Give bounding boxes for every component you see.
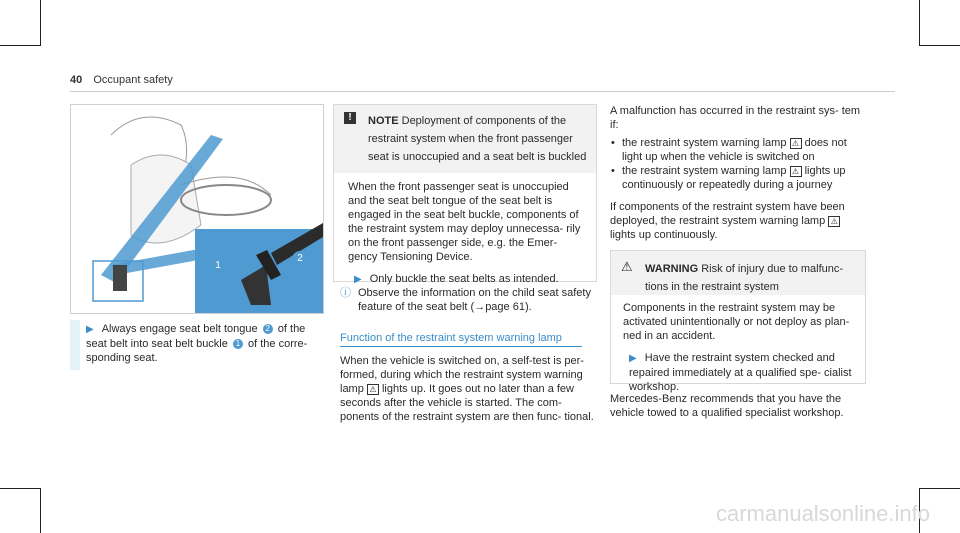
warning-head-text: Risk of injury due to malfunc‐ tions in the restraint system — [645, 263, 844, 293]
note-label: NOTE — [368, 115, 399, 127]
note-body — [334, 173, 596, 287]
page-number: 40 — [70, 74, 83, 86]
seat-belt-instruction: ▶ Always engage seat belt tongue 2 of the seat belt into seat belt buckle 1 of the corre‐ sponding seat. — [86, 323, 308, 364]
list-item: • the restraint system warning lamp ⚠ does not light up when the vehicle is switched on — [610, 136, 865, 164]
seat-belt-illustration — [70, 104, 324, 314]
restraint-warning-lamp-icon: ⚠ — [828, 216, 840, 227]
crop-mark — [40, 0, 41, 46]
page-title: Occupant safety — [93, 74, 173, 86]
callout-1: 1 — [210, 258, 226, 274]
restraint-warning-lamp-icon: ⚠ — [790, 166, 802, 177]
warning-action: ▶ Have the restraint system checked and repaired immediately at a qualified spe‐ cialist workshop. — [629, 352, 852, 393]
crop-mark — [919, 0, 920, 46]
crop-mark — [920, 488, 960, 489]
restraint-warning-lamp-icon: ⚠ — [790, 138, 802, 149]
warning-label: WARNING — [645, 263, 699, 275]
note-body-text: When the front passenger seat is unoccupied and the seat belt tongue of the seat belt is engaged in the seat belt buckle, components of the restraint system may deploy unnecessa‐ rily on the front passenger side, e.g. the Emer‐ gency Tensioning Device. — [348, 181, 581, 263]
crop-mark — [0, 45, 40, 46]
restraint-warning-lamp-icon: ⚠ — [367, 384, 379, 395]
note-header — [334, 105, 596, 173]
crop-mark — [40, 488, 41, 533]
list-item: • the restraint system warning lamp ⚠ lights up continuously or repeatedly during a journey — [610, 164, 865, 192]
page-ref-arrow-icon: → — [474, 301, 486, 313]
info-note: ⓘ Observe the information on the child seat safety feature of the seat belt (→page 61). — [340, 287, 591, 313]
deployed-text: If components of the restraint system have been deployed, the restraint system warning lamp ⚠ lights up continuously. — [610, 201, 845, 241]
page-reference-link[interactable]: page 61 — [485, 301, 525, 313]
section-body: When the vehicle is switched on, a self-test is per‐ formed, during which the restraint system warning lamp ⚠ lights up. It goes out no later than a few seconds after the vehicle is started. The com‐ ponents of the restraint system are then func‐ tional. — [340, 355, 594, 423]
warning-box — [610, 250, 866, 393]
section-title: Function of the restraint system warning lamp — [340, 332, 582, 347]
warning-header — [611, 251, 865, 295]
page-header — [70, 74, 173, 86]
action-arrow-icon: ▶ — [354, 274, 362, 285]
action-arrow-icon: ▶ — [86, 324, 94, 335]
crop-mark — [920, 45, 960, 46]
callout-ref-2: 2 — [263, 324, 273, 334]
instruction-bar — [70, 320, 80, 370]
right-column — [610, 104, 865, 242]
callout-2: 2 — [292, 251, 308, 267]
recommendation-text: Mercedes-Benz recommends that you have the vehicle towed to a qualified specialist workshop. — [610, 393, 844, 419]
note-action: ▶ Only buckle the seat belts as intended. — [354, 273, 559, 285]
note-box — [333, 104, 597, 285]
callout-ref-1: 1 — [233, 339, 243, 349]
warning-triangle-icon: ⚠ — [621, 259, 633, 274]
warning-body — [611, 295, 865, 394]
action-arrow-icon: ▶ — [629, 353, 637, 364]
exclamation-icon: ! — [344, 112, 356, 124]
header-rule — [70, 91, 895, 92]
malfunction-intro: A malfunction has occurred in the restraint sys‐ tem if: — [610, 105, 861, 131]
note-head-text: Deployment of components of the restraint system when the front passenger seat is unoccupied and a seat belt is buckled — [368, 115, 587, 163]
crop-mark — [0, 488, 40, 489]
info-icon: ⓘ — [340, 287, 351, 299]
watermark: carmanualsonline.info — [715, 501, 930, 526]
malfunction-list — [610, 136, 865, 192]
warning-body-text: Components in the restraint system may be activated unintentionally or not deploy as plan‐ ned in an accident. — [623, 302, 850, 342]
